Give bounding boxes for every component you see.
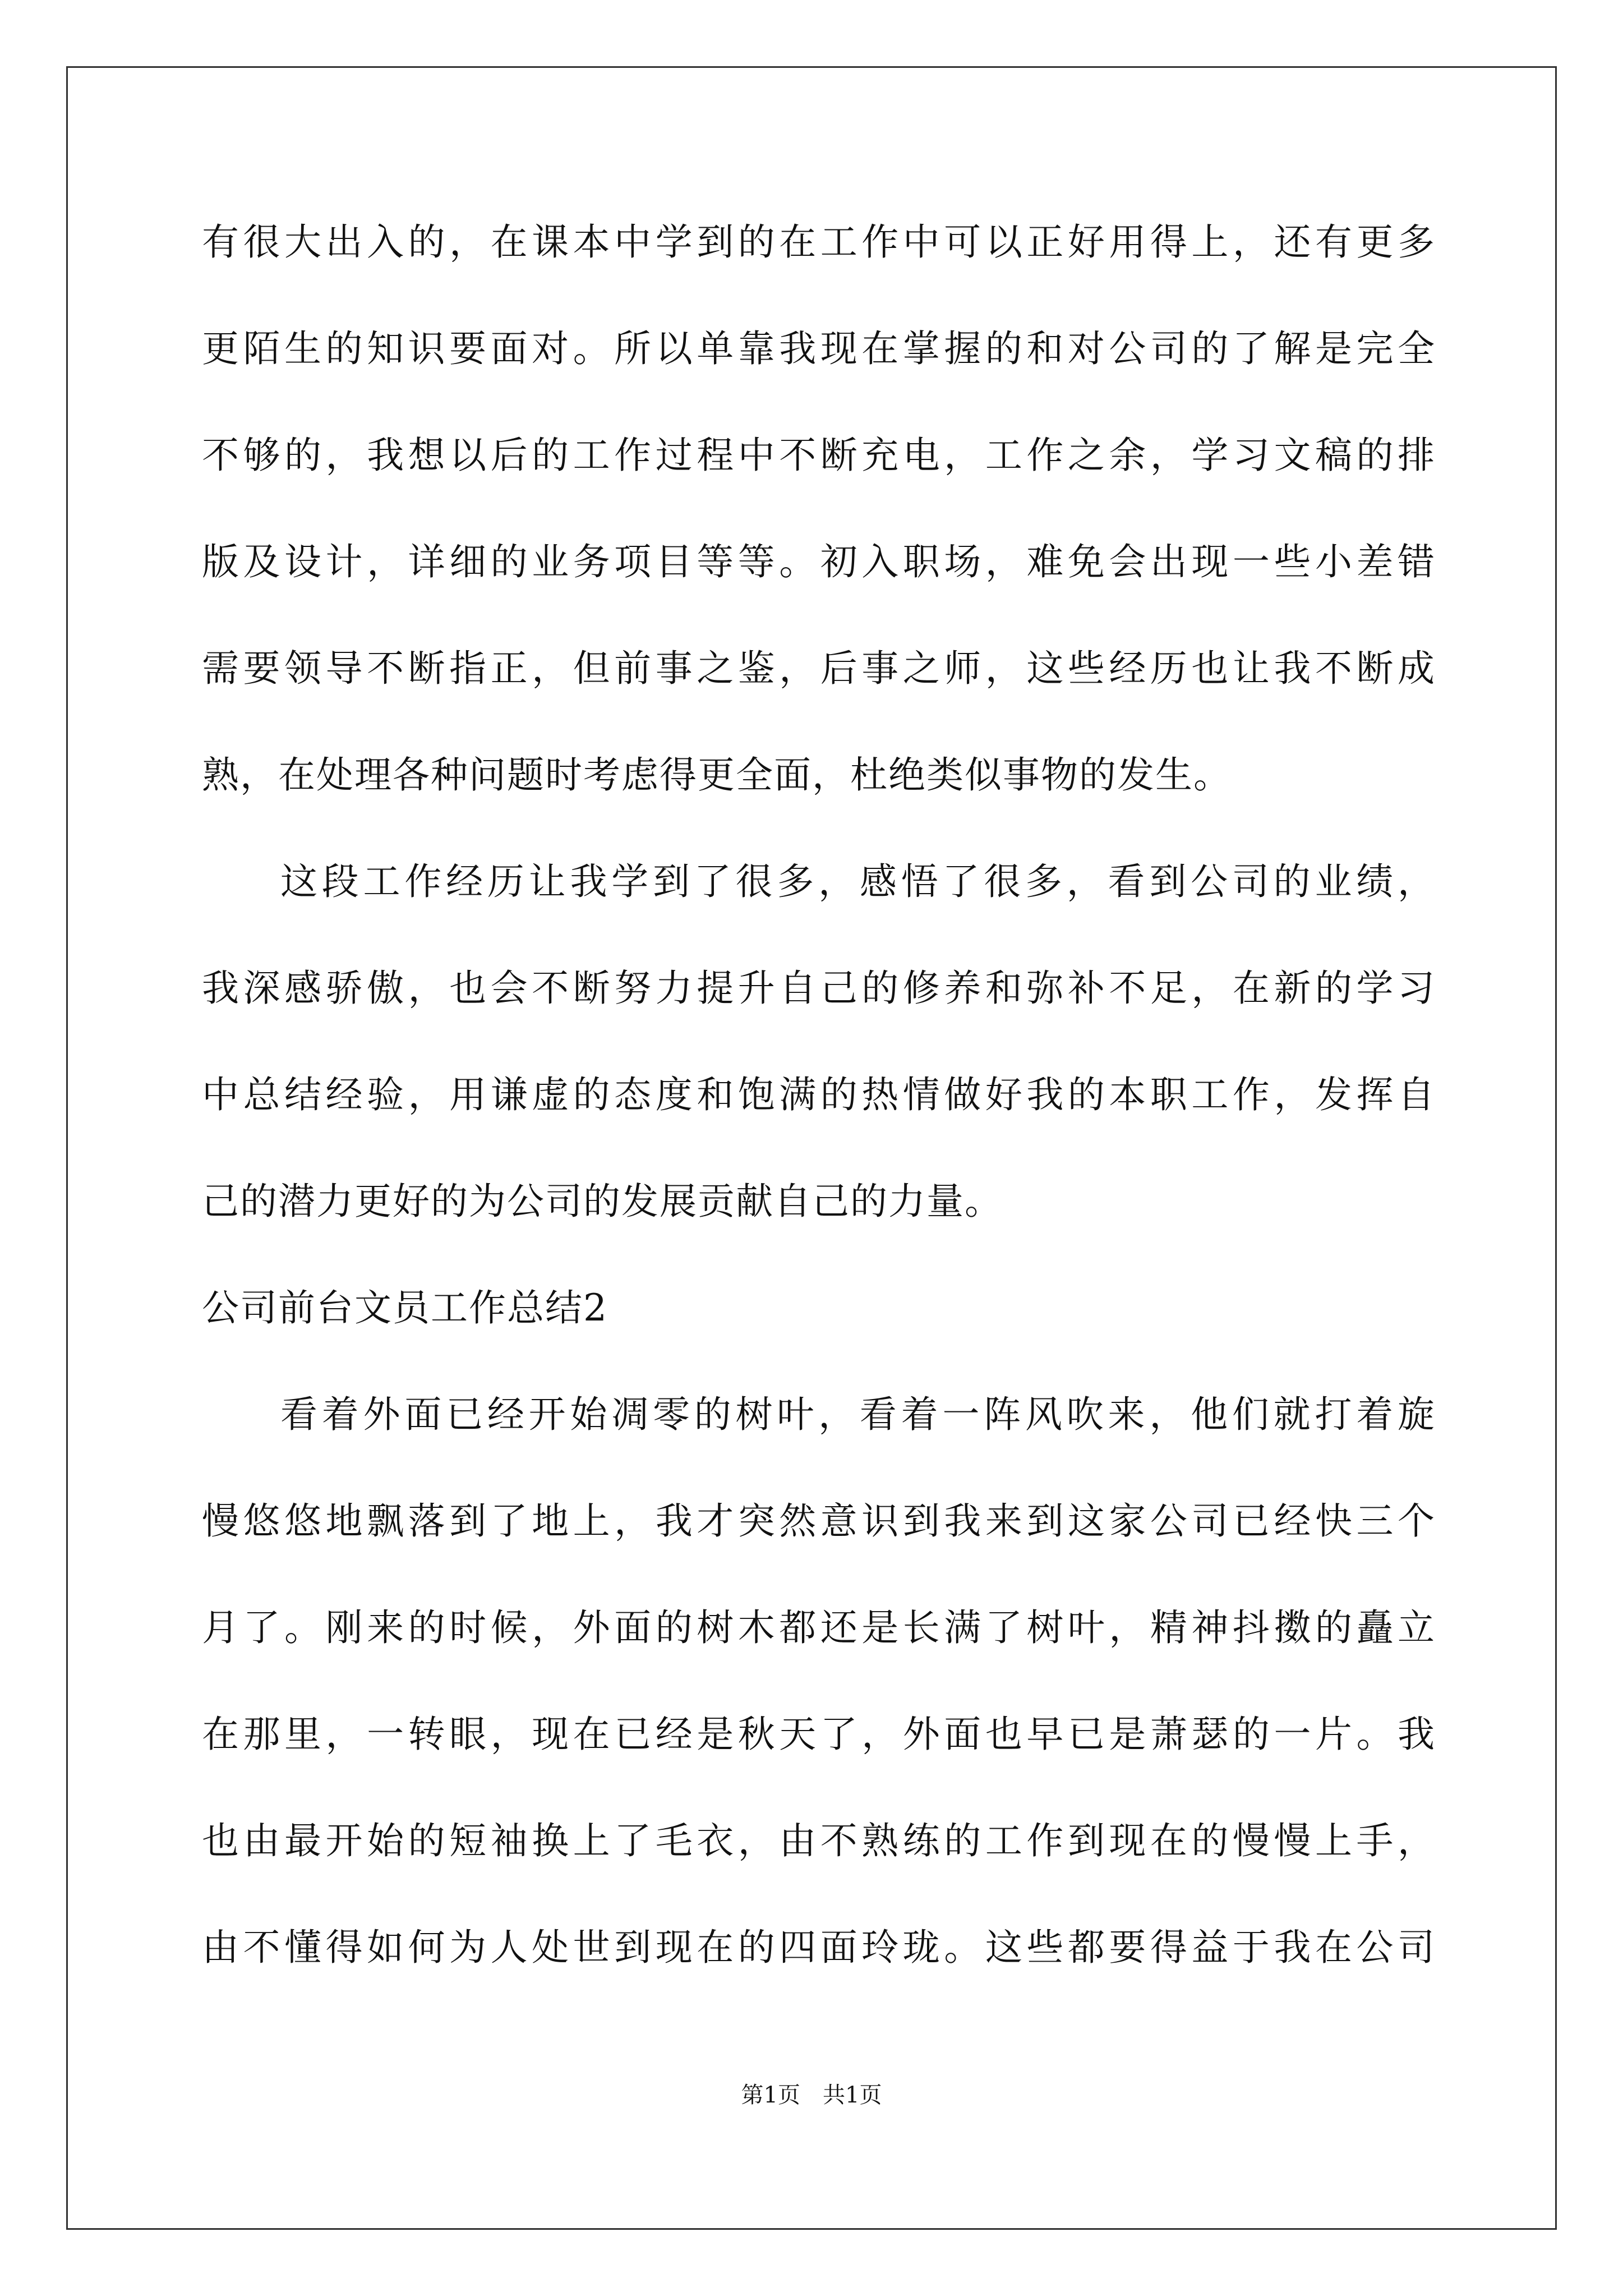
page-border: [66, 66, 1557, 2230]
text-line: 我深感骄傲，也会不断努力提升自己的修养和弥补不足，在新的学习: [202, 967, 1436, 1010]
text-line: 由不懂得如何为人处世到现在的四面玲珑。这些都要得益于我在公司: [202, 1926, 1436, 1969]
text-line: 慢悠悠地飘落到了地上，我才突然意识到我来到这家公司已经快三个: [202, 1499, 1436, 1543]
text-line: 中总结经验，用谦虚的态度和饱满的热情做好我的本职工作，发挥自: [202, 1073, 1436, 1116]
text-line: 己的潜力更好的为公司的发展贡献自己的力量。: [202, 1180, 1003, 1223]
text-line: 有很大出入的，在课本中学到的在工作中可以正好用得上，还有更多: [202, 220, 1436, 264]
paragraph-first-line: 这段工作经历让我学到了很多，感悟了很多，看到公司的业绩，: [280, 860, 1436, 903]
text-line: 不够的，我想以后的工作过程中不断充电，工作之余，学习文稿的排: [202, 434, 1436, 477]
text-line: 在那里，一转眼，现在已经是秋天了，外面也早已是萧瑟的一片。我: [202, 1713, 1436, 1756]
page-number: 第1页 共1页: [741, 2082, 882, 2108]
paragraph-first-line: 看着外面已经开始凋零的树叶，看着一阵风吹来，他们就打着旋: [280, 1393, 1436, 1436]
text-line: 也由最开始的短袖换上了毛衣，由不熟练的工作到现在的慢慢上手，: [202, 1819, 1436, 1862]
text-line: 更陌生的知识要面对。所以单靠我现在掌握的和对公司的了解是完全: [202, 327, 1436, 370]
text-line: 熟，在处理各种问题时考虑得更全面，杜绝类似事物的发生。: [202, 753, 1232, 797]
text-line: 版及设计，详细的业务项目等等。初入职场，难免会出现一些小差错: [202, 540, 1436, 583]
text-line: 月了。刚来的时候，外面的树木都还是长满了树叶，精神抖擞的矗立: [202, 1606, 1436, 1649]
text-line: 需要领导不断指正，但前事之鉴，后事之师，这些经历也让我不断成: [202, 647, 1436, 690]
section-heading: 公司前台文员工作总结2: [202, 1286, 608, 1329]
